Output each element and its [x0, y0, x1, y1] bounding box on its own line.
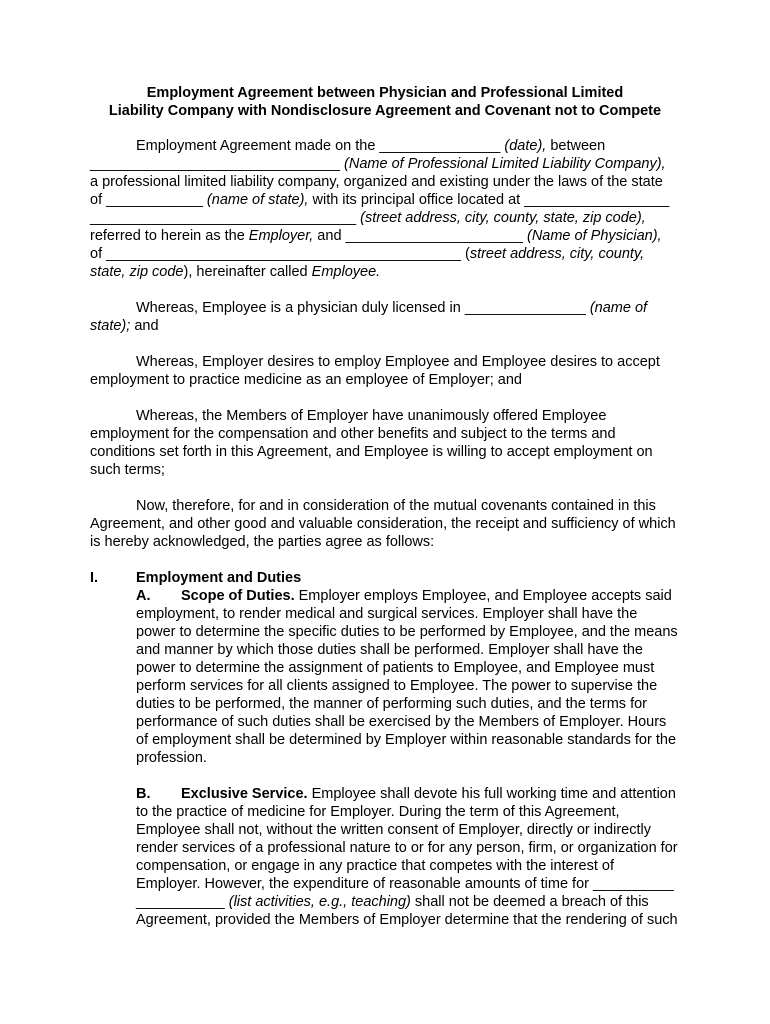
title-line-2: Liability Company with Nondisclosure Agreement and Covenant not to Compete	[108, 103, 662, 119]
section-heading: Employment and Duties	[136, 570, 302, 586]
section-employment-and-duties	[90, 569, 702, 929]
title-line-1: Employment Agreement between Physician and Professional Limited	[146, 85, 624, 101]
subsection-scope-of-duties: A. Scope of Duties. Employer employs Employee, and Employee accepts said employment, to render medical and surgical services. Employer shall have the power to determine the specific duties to be performed by Employee, and the means and manner by which those duties shall be performed. Employer shall have the power to determine the assignment of patients to Employee, and Employee must perform services for all clients assigned to Employee. The power to supervise the duties to be performed, the manner of performing such duties, and the terms for performance of such duties shall be exercised by the Members of Employer. Hours of employment shall be determined by Employer within reasonable standards for the profession.	[136, 588, 678, 766]
document-body	[90, 137, 702, 929]
now-therefore-paragraph: Now, therefore, for and in consideration of the mutual covenants contained in this Agreement, and other good and valuable consideration, the receipt and sufficiency of which is hereby acknowledged, the parties agree as follows:	[90, 498, 676, 550]
whereas-paragraph-1: Whereas, Employee is a physician duly licensed in _______________ (name of state); and	[90, 300, 648, 334]
whereas-paragraph-3: Whereas, the Members of Employer have unanimously offered Employee employment for the compensation and other benefits and subject to the terms and conditions set forth in this Agreement, and Employee is willing to accept employment on such terms;	[90, 408, 653, 478]
subsection-exclusive-service: B. Exclusive Service. Employee shall devote his full working time and attention to the practice of medicine for Employer. During the term of this Agreement, Employee shall not, without the written consent of Employer, directly or indirectly render services of a professional nature to or for any person, firm, or organization for compensation, or engage in any practice that competes with the interest of Employer. However, the expenditure of reasonable amounts of time for __________ ___________ (list activities, e.g., teaching) shall not be deemed a breach of this Agreement, provided the Members of Employer determine that the rendering of such	[136, 786, 678, 928]
opening-paragraph: Employment Agreement made on the _______________ (date), between _______________________________ (Name of Professional Limited Liability Company), a professional limited liability company, organized and existing under the laws of the state of ____________ (name of state), with its principal office located at __________________ _________________________________ (street address, city, county, state, zip code), referred to herein as the Employer, and ______________________ (Name of Physician), of ____________________________________________ (street address, city, county, state, zip code), hereinafter called Employee.	[90, 138, 670, 280]
whereas-paragraph-2: Whereas, Employer desires to employ Employee and Employee desires to accept employment to practice medicine as an employee of Employer; and	[90, 354, 660, 388]
document-title	[0, 84, 770, 120]
section-number: I.	[90, 570, 99, 586]
